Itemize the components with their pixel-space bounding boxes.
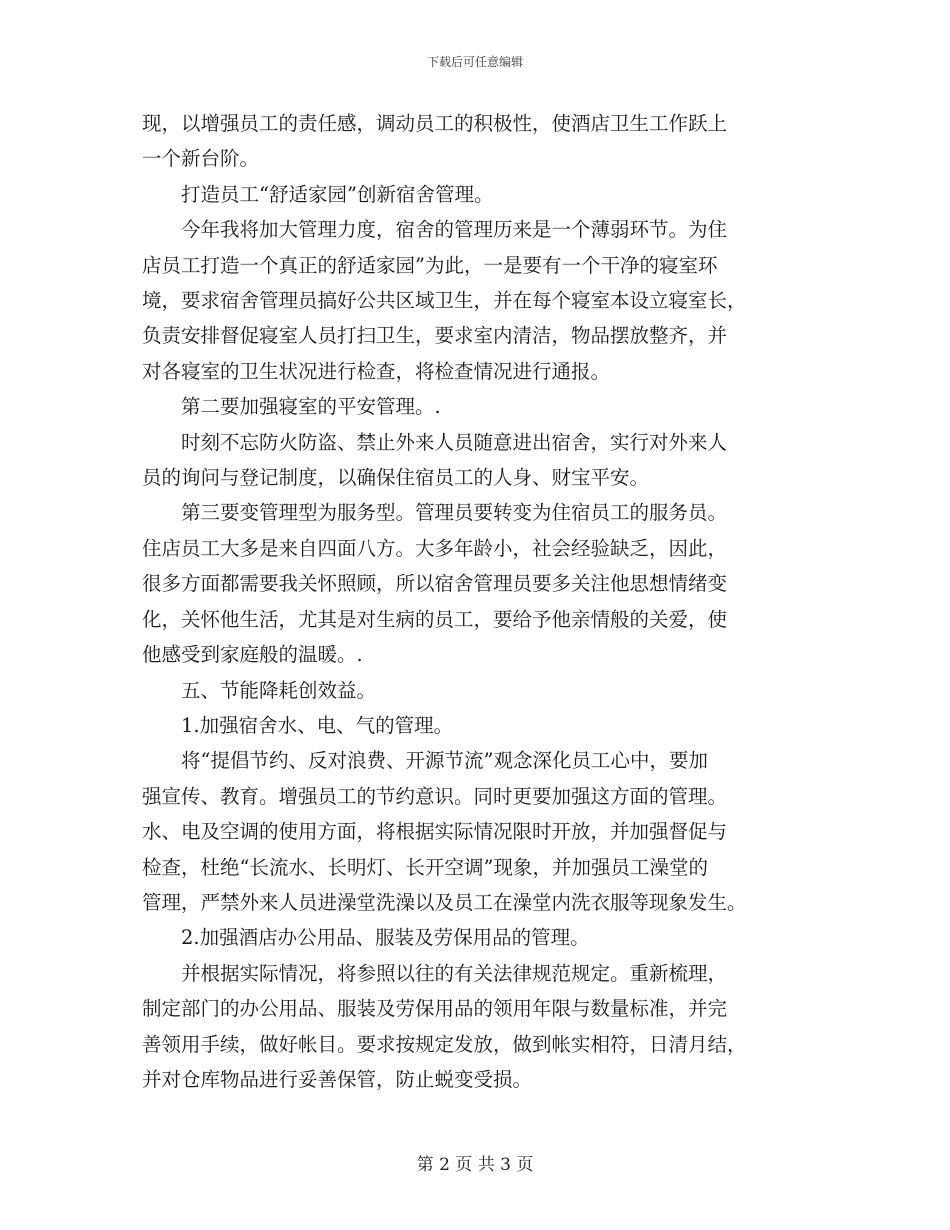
paragraph: 五、节能降耗创效益。 xyxy=(142,678,377,702)
paragraph: 打造员工“舒适家园”创新宿舍管理。 xyxy=(142,182,494,206)
page-header: 下载后可任意编辑 xyxy=(426,55,523,69)
paragraph: 将“提倡节约、反对浪费、开源节流”观念深化员工心中，要加 强宣传、教育。增强员工的节约意识。同时更要加强这方面的管理。 水、电及空调的使用方面，将根据实际情况限时开放，并加强督促与 检查，杜绝“长流水、长明灯、长开空调”现象，并加强员工澡堂的 管理，严禁外来人员进澡堂洗澡以及员工在澡堂内洗衣服等现象发生。 xyxy=(142,749,747,914)
paragraph: 时刻不忘防火防盗、禁止外来人员随意进出宿舍，实行对外来人 员的询问与登记制度，以确保住宿员工的人身、财宝平安。 xyxy=(142,430,728,490)
paragraph: 第三要变管理型为服务型。管理员要转变为住宿员工的服务员。 住店员工大多是来自四面八方。大多年龄小，社会经验缺乏，因此， 很多方面都需要我关怀照顾，所以宿舍管理员要多关注他思想情绪变 化，关怀他生活，尤其是对生病的员工，要给予他亲情般的关爱，使 他感受到家庭般的温暖。. xyxy=(142,501,728,667)
paragraph: 2.加强酒店办公用品、服装及劳保用品的管理。 xyxy=(142,926,590,950)
page-number-footer: 第 2 页 共 3 页 xyxy=(416,1155,534,1175)
paragraph: 第二要加强寝室的平安管理。. xyxy=(142,395,441,419)
paragraph: 现，以增强员工的责任感，调动员工的积极性，使酒店卫生工作跃上 一个新台阶。 xyxy=(142,112,728,171)
document-body xyxy=(142,106,812,1097)
paragraph: 今年我将加大管理力度，宿舍的管理历来是一个薄弱环节。为住 店员工打造一个真正的舒适家园”为此，一是要有一个干净的寝室环 境，要求宿舍管理员搞好公共区域卫生，并在每个寝室本设立寝室长， 负责安排督促寝室人员打扫卫生，要求室内清洁，物品摆放整齐，并 对各寝室的卫生状况进行检查，将检查情况进行通报。 xyxy=(142,218,747,383)
paragraph: 并根据实际情况，将参照以往的有关法律规范规定。重新梳理， 制定部门的办公用品、服装及劳保用品的领用年限与数量标准，并完 善领用手续，做好帐目。要求按规定发放，做到帐实相符，日清月结， 并对仓库物品进行妥善保管，防止蜕变受损。 xyxy=(142,961,747,1091)
paragraph: 1.加强宿舍水、电、气的管理。 xyxy=(142,713,454,737)
